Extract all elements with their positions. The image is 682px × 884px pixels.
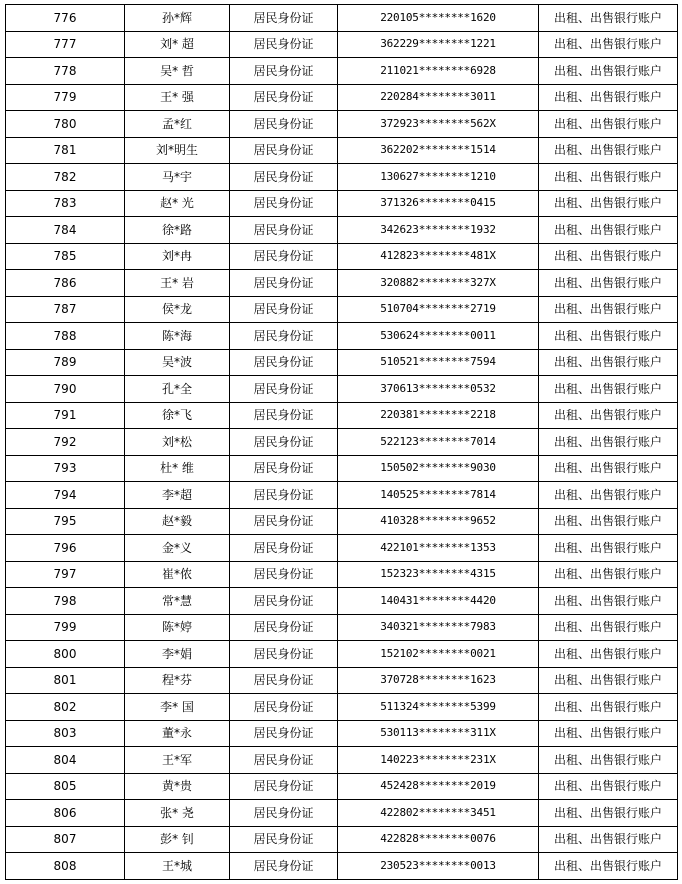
reason-cell: 出租、出售银行账户	[539, 243, 678, 270]
reason-cell: 出租、出售银行账户	[539, 694, 678, 721]
row-number-cell: 807	[6, 826, 125, 853]
name-cell: 陈*婷	[125, 614, 230, 641]
document-type-cell: 居民身份证	[230, 5, 338, 32]
table-row	[6, 137, 678, 164]
document-type-cell: 居民身份证	[230, 667, 338, 694]
id-number-cell: 152102********0021	[338, 641, 539, 668]
row-number-cell: 799	[6, 614, 125, 641]
name-cell: 孟*红	[125, 111, 230, 138]
reason-cell: 出租、出售银行账户	[539, 190, 678, 217]
table-row	[6, 349, 678, 376]
id-number-cell: 342623********1932	[338, 217, 539, 244]
table-row	[6, 773, 678, 800]
row-number-cell: 783	[6, 190, 125, 217]
document-type-cell: 居民身份证	[230, 641, 338, 668]
table-body	[6, 5, 678, 880]
row-number-cell: 776	[6, 5, 125, 32]
row-number-cell: 785	[6, 243, 125, 270]
document-type-cell: 居民身份证	[230, 508, 338, 535]
document-type-cell: 居民身份证	[230, 800, 338, 827]
reason-cell: 出租、出售银行账户	[539, 5, 678, 32]
document-type-cell: 居民身份证	[230, 694, 338, 721]
table-row	[6, 164, 678, 191]
table-row	[6, 588, 678, 615]
table-row	[6, 667, 678, 694]
row-number-cell: 787	[6, 296, 125, 323]
document-type-cell: 居民身份证	[230, 853, 338, 880]
id-number-cell: 422828********0076	[338, 826, 539, 853]
id-number-cell: 452428********2019	[338, 773, 539, 800]
document-type-cell: 居民身份证	[230, 164, 338, 191]
reason-cell: 出租、出售银行账户	[539, 641, 678, 668]
table-row	[6, 694, 678, 721]
name-cell: 杜* 维	[125, 455, 230, 482]
id-number-cell: 362202********1514	[338, 137, 539, 164]
document-type-cell: 居民身份证	[230, 349, 338, 376]
name-cell: 孙*辉	[125, 5, 230, 32]
id-number-cell: 370728********1623	[338, 667, 539, 694]
reason-cell: 出租、出售银行账户	[539, 535, 678, 562]
table-row	[6, 296, 678, 323]
row-number-cell: 786	[6, 270, 125, 297]
table-row	[6, 482, 678, 509]
reason-cell: 出租、出售银行账户	[539, 323, 678, 350]
row-number-cell: 777	[6, 31, 125, 58]
document-type-cell: 居民身份证	[230, 31, 338, 58]
reason-cell: 出租、出售银行账户	[539, 588, 678, 615]
name-cell: 侯*龙	[125, 296, 230, 323]
table-row	[6, 111, 678, 138]
name-cell: 刘* 超	[125, 31, 230, 58]
document-type-cell: 居民身份证	[230, 58, 338, 85]
name-cell: 赵*毅	[125, 508, 230, 535]
table-row	[6, 508, 678, 535]
reason-cell: 出租、出售银行账户	[539, 455, 678, 482]
name-cell: 刘*明生	[125, 137, 230, 164]
table-row	[6, 747, 678, 774]
table-row	[6, 58, 678, 85]
document-type-cell: 居民身份证	[230, 111, 338, 138]
document-type-cell: 居民身份证	[230, 270, 338, 297]
table-row	[6, 455, 678, 482]
reason-cell: 出租、出售银行账户	[539, 349, 678, 376]
reason-cell: 出租、出售银行账户	[539, 164, 678, 191]
id-number-cell: 422802********3451	[338, 800, 539, 827]
id-number-cell: 510521********7594	[338, 349, 539, 376]
id-number-cell: 150502********9030	[338, 455, 539, 482]
table-row	[6, 243, 678, 270]
table-row	[6, 217, 678, 244]
row-number-cell: 798	[6, 588, 125, 615]
name-cell: 崔*侬	[125, 561, 230, 588]
name-cell: 王* 强	[125, 84, 230, 111]
table-row	[6, 800, 678, 827]
id-number-cell: 152323********4315	[338, 561, 539, 588]
table-row	[6, 535, 678, 562]
reason-cell: 出租、出售银行账户	[539, 614, 678, 641]
id-number-cell: 530624********0011	[338, 323, 539, 350]
id-number-cell: 140431********4420	[338, 588, 539, 615]
row-number-cell: 789	[6, 349, 125, 376]
table-row	[6, 376, 678, 403]
name-cell: 陈*海	[125, 323, 230, 350]
name-cell: 刘*冉	[125, 243, 230, 270]
row-number-cell: 803	[6, 720, 125, 747]
reason-cell: 出租、出售银行账户	[539, 217, 678, 244]
reason-cell: 出租、出售银行账户	[539, 561, 678, 588]
id-number-cell: 230523********0013	[338, 853, 539, 880]
table-row	[6, 270, 678, 297]
id-number-cell: 362229********1221	[338, 31, 539, 58]
id-number-cell: 211021********6928	[338, 58, 539, 85]
name-cell: 李*娟	[125, 641, 230, 668]
table-row	[6, 561, 678, 588]
document-type-cell: 居民身份证	[230, 588, 338, 615]
id-number-cell: 220105********1620	[338, 5, 539, 32]
row-number-cell: 806	[6, 800, 125, 827]
document-type-cell: 居民身份证	[230, 84, 338, 111]
id-number-cell: 220284********3011	[338, 84, 539, 111]
name-cell: 金*义	[125, 535, 230, 562]
id-number-cell: 340321********7983	[338, 614, 539, 641]
row-number-cell: 800	[6, 641, 125, 668]
row-number-cell: 805	[6, 773, 125, 800]
table-row	[6, 614, 678, 641]
id-number-cell: 372923********562X	[338, 111, 539, 138]
id-number-cell: 140223********231X	[338, 747, 539, 774]
reason-cell: 出租、出售银行账户	[539, 429, 678, 456]
id-number-cell: 320882********327X	[338, 270, 539, 297]
name-cell: 李* 国	[125, 694, 230, 721]
id-number-cell: 220381********2218	[338, 402, 539, 429]
row-number-cell: 802	[6, 694, 125, 721]
id-number-cell: 410328********9652	[338, 508, 539, 535]
name-cell: 吴*波	[125, 349, 230, 376]
reason-cell: 出租、出售银行账户	[539, 508, 678, 535]
reason-cell: 出租、出售银行账户	[539, 720, 678, 747]
row-number-cell: 791	[6, 402, 125, 429]
document-type-cell: 居民身份证	[230, 482, 338, 509]
name-cell: 徐*飞	[125, 402, 230, 429]
reason-cell: 出租、出售银行账户	[539, 482, 678, 509]
table-row	[6, 84, 678, 111]
table-row	[6, 31, 678, 58]
reason-cell: 出租、出售银行账户	[539, 376, 678, 403]
document-type-cell: 居民身份证	[230, 243, 338, 270]
record-table	[5, 4, 678, 880]
document-type-cell: 居民身份证	[230, 614, 338, 641]
id-number-cell: 370613********0532	[338, 376, 539, 403]
document-type-cell: 居民身份证	[230, 535, 338, 562]
table-row	[6, 5, 678, 32]
table-row	[6, 323, 678, 350]
id-number-cell: 130627********1210	[338, 164, 539, 191]
row-number-cell: 797	[6, 561, 125, 588]
id-number-cell: 530113********311X	[338, 720, 539, 747]
document-type-cell: 居民身份证	[230, 747, 338, 774]
document-type-cell: 居民身份证	[230, 137, 338, 164]
document-type-cell: 居民身份证	[230, 190, 338, 217]
name-cell: 董*永	[125, 720, 230, 747]
table-row	[6, 402, 678, 429]
id-number-cell: 422101********1353	[338, 535, 539, 562]
id-number-cell: 412823********481X	[338, 243, 539, 270]
name-cell: 常*慧	[125, 588, 230, 615]
reason-cell: 出租、出售银行账户	[539, 137, 678, 164]
id-number-cell: 140525********7814	[338, 482, 539, 509]
document-type-cell: 居民身份证	[230, 429, 338, 456]
reason-cell: 出租、出售银行账户	[539, 667, 678, 694]
document-type-cell: 居民身份证	[230, 720, 338, 747]
table-row	[6, 429, 678, 456]
reason-cell: 出租、出售银行账户	[539, 111, 678, 138]
row-number-cell: 778	[6, 58, 125, 85]
row-number-cell: 781	[6, 137, 125, 164]
reason-cell: 出租、出售银行账户	[539, 270, 678, 297]
name-cell: 刘*松	[125, 429, 230, 456]
document-type-cell: 居民身份证	[230, 296, 338, 323]
row-number-cell: 808	[6, 853, 125, 880]
row-number-cell: 792	[6, 429, 125, 456]
row-number-cell: 794	[6, 482, 125, 509]
document-type-cell: 居民身份证	[230, 826, 338, 853]
row-number-cell: 782	[6, 164, 125, 191]
document-type-cell: 居民身份证	[230, 217, 338, 244]
table-row	[6, 641, 678, 668]
reason-cell: 出租、出售银行账户	[539, 853, 678, 880]
document-type-cell: 居民身份证	[230, 402, 338, 429]
name-cell: 王*城	[125, 853, 230, 880]
reason-cell: 出租、出售银行账户	[539, 826, 678, 853]
name-cell: 徐*路	[125, 217, 230, 244]
row-number-cell: 788	[6, 323, 125, 350]
name-cell: 李*超	[125, 482, 230, 509]
name-cell: 孔*全	[125, 376, 230, 403]
name-cell: 彭* 钊	[125, 826, 230, 853]
name-cell: 王* 岩	[125, 270, 230, 297]
id-number-cell: 511324********5399	[338, 694, 539, 721]
name-cell: 王*军	[125, 747, 230, 774]
document-type-cell: 居民身份证	[230, 376, 338, 403]
reason-cell: 出租、出售银行账户	[539, 58, 678, 85]
table-row	[6, 190, 678, 217]
row-number-cell: 784	[6, 217, 125, 244]
reason-cell: 出租、出售银行账户	[539, 84, 678, 111]
table-row	[6, 720, 678, 747]
reason-cell: 出租、出售银行账户	[539, 296, 678, 323]
table-row	[6, 826, 678, 853]
id-number-cell: 510704********2719	[338, 296, 539, 323]
document-type-cell: 居民身份证	[230, 455, 338, 482]
reason-cell: 出租、出售银行账户	[539, 747, 678, 774]
table-row	[6, 853, 678, 880]
row-number-cell: 795	[6, 508, 125, 535]
name-cell: 程*芬	[125, 667, 230, 694]
document-type-cell: 居民身份证	[230, 773, 338, 800]
id-number-cell: 522123********7014	[338, 429, 539, 456]
row-number-cell: 804	[6, 747, 125, 774]
row-number-cell: 801	[6, 667, 125, 694]
row-number-cell: 793	[6, 455, 125, 482]
name-cell: 吴* 哲	[125, 58, 230, 85]
row-number-cell: 790	[6, 376, 125, 403]
reason-cell: 出租、出售银行账户	[539, 31, 678, 58]
name-cell: 黄*贵	[125, 773, 230, 800]
row-number-cell: 780	[6, 111, 125, 138]
reason-cell: 出租、出售银行账户	[539, 402, 678, 429]
reason-cell: 出租、出售银行账户	[539, 800, 678, 827]
row-number-cell: 779	[6, 84, 125, 111]
name-cell: 赵* 光	[125, 190, 230, 217]
document-type-cell: 居民身份证	[230, 323, 338, 350]
name-cell: 张* 尧	[125, 800, 230, 827]
document-type-cell: 居民身份证	[230, 561, 338, 588]
row-number-cell: 796	[6, 535, 125, 562]
reason-cell: 出租、出售银行账户	[539, 773, 678, 800]
id-number-cell: 371326********0415	[338, 190, 539, 217]
name-cell: 马*宇	[125, 164, 230, 191]
